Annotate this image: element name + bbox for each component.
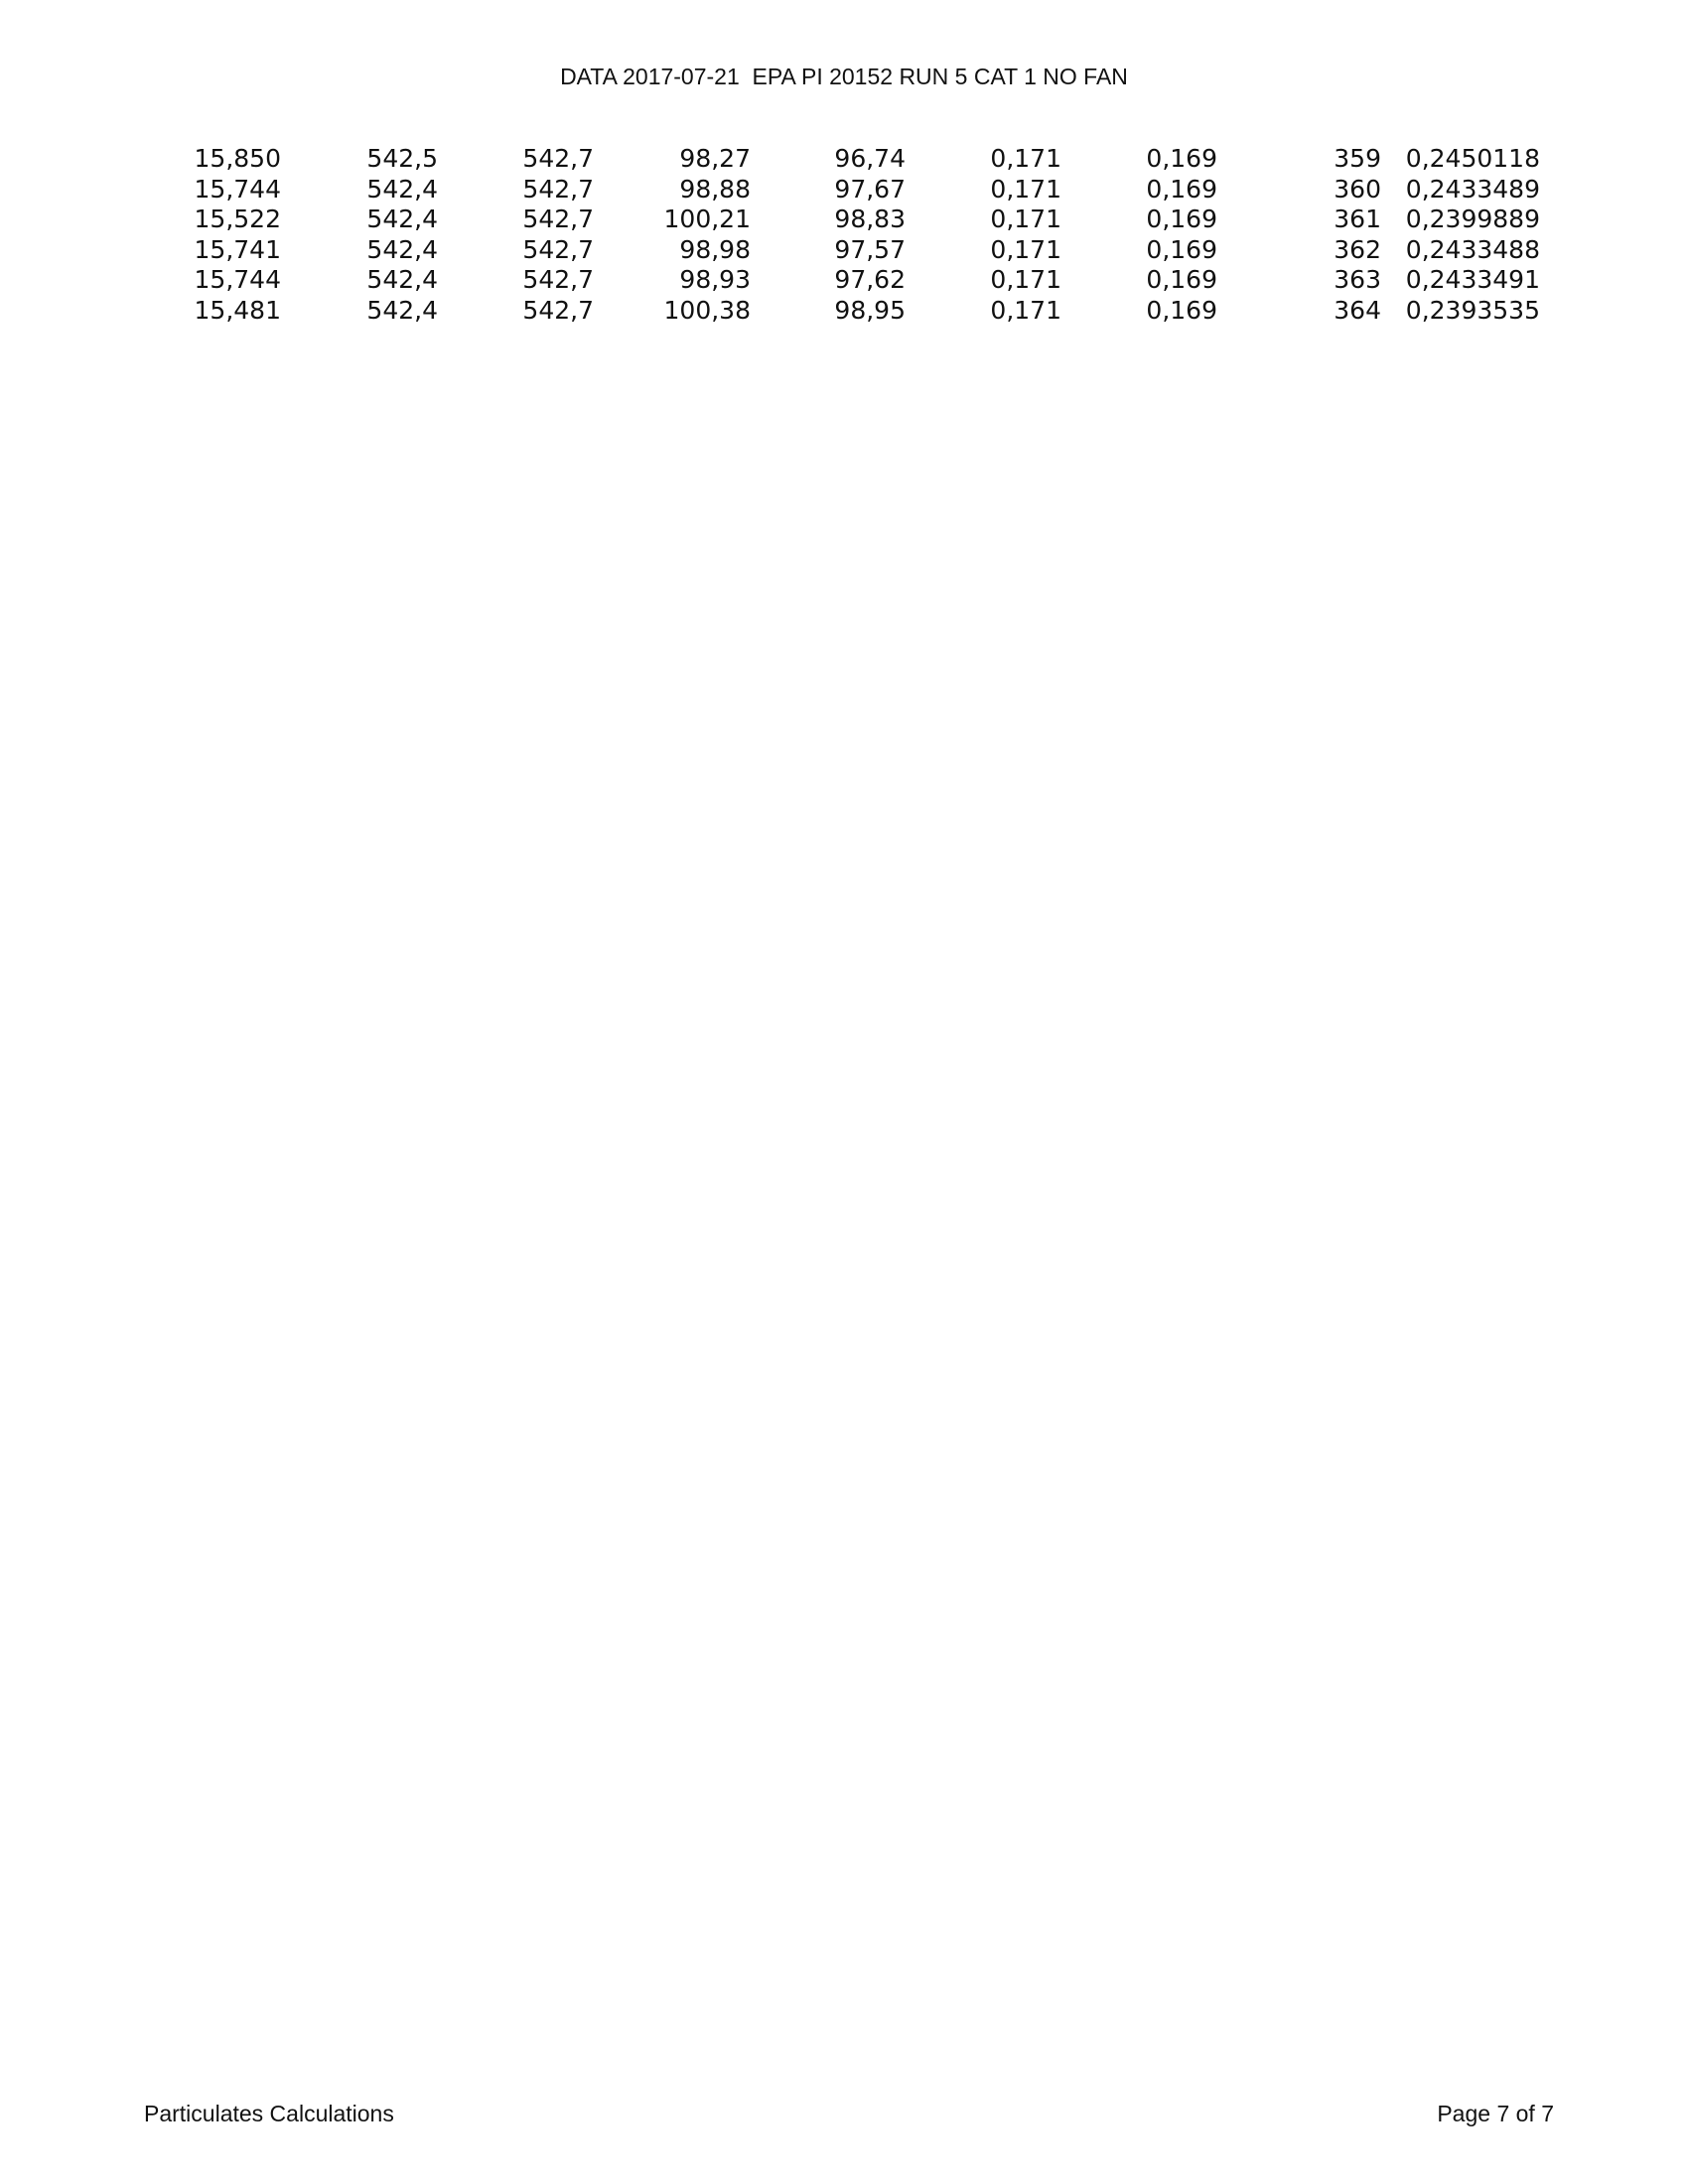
footer-page-number: Page 7 of 7 <box>1437 2101 1554 2126</box>
table-cell: 0,171 <box>990 295 1061 325</box>
table-cell: 359 <box>1334 144 1381 173</box>
table-cell: 0,171 <box>990 205 1061 234</box>
table-cell: 542,7 <box>522 234 594 264</box>
table-cell: 98,88 <box>679 174 751 204</box>
table-row <box>0 265 1688 296</box>
table-cell: 542,7 <box>522 295 594 325</box>
table-cell: 100,21 <box>663 205 751 234</box>
table-cell: 542,4 <box>366 234 438 264</box>
table-cell: 98,98 <box>679 234 751 264</box>
table-row <box>0 296 1688 327</box>
table-cell: 0,2450118 <box>1405 144 1540 173</box>
table-cell: 15,744 <box>194 265 281 295</box>
table-cell: 15,744 <box>194 174 281 204</box>
table-cell: 542,7 <box>522 174 594 204</box>
table-cell: 15,850 <box>194 144 281 173</box>
table-cell: 97,57 <box>834 234 906 264</box>
table-cell: 542,4 <box>366 174 438 204</box>
table-cell: 542,4 <box>366 205 438 234</box>
table-cell: 98,83 <box>834 205 906 234</box>
table-cell: 0,2433491 <box>1405 265 1540 295</box>
table-cell: 97,62 <box>834 265 906 295</box>
table-cell: 0,171 <box>990 265 1061 295</box>
table-cell: 361 <box>1334 205 1381 234</box>
table-cell: 0,2393535 <box>1405 295 1540 325</box>
table-cell: 98,93 <box>679 265 751 295</box>
table-cell: 0,171 <box>990 234 1061 264</box>
table-row <box>0 235 1688 266</box>
table-cell: 0,169 <box>1146 144 1217 173</box>
table-cell: 98,95 <box>834 295 906 325</box>
table-cell: 0,169 <box>1146 174 1217 204</box>
table-cell: 363 <box>1334 265 1381 295</box>
table-cell: 0,2433488 <box>1405 234 1540 264</box>
page-header-title: DATA 2017-07-21 EPA PI 20152 RUN 5 CAT 1 NO FAN <box>560 64 1128 89</box>
table-cell: 542,4 <box>366 265 438 295</box>
table-cell: 0,171 <box>990 144 1061 173</box>
table-cell: 542,7 <box>522 144 594 173</box>
table-cell: 364 <box>1334 295 1381 325</box>
table-cell: 362 <box>1334 234 1381 264</box>
table-cell: 100,38 <box>663 295 751 325</box>
data-table <box>0 144 1688 327</box>
table-cell: 15,481 <box>194 295 281 325</box>
table-cell: 0,169 <box>1146 295 1217 325</box>
table-cell: 0,169 <box>1146 265 1217 295</box>
table-cell: 0,2399889 <box>1405 205 1540 234</box>
table-cell: 15,522 <box>194 205 281 234</box>
table-cell: 98,27 <box>679 144 751 173</box>
table-cell: 0,169 <box>1146 205 1217 234</box>
table-cell: 97,67 <box>834 174 906 204</box>
table-cell: 0,171 <box>990 174 1061 204</box>
table-cell: 0,169 <box>1146 234 1217 264</box>
table-cell: 542,7 <box>522 205 594 234</box>
table-row <box>0 205 1688 235</box>
table-cell: 15,741 <box>194 234 281 264</box>
table-cell: 360 <box>1334 174 1381 204</box>
table-cell: 96,74 <box>834 144 906 173</box>
table-cell: 542,4 <box>366 295 438 325</box>
footer-document-title: Particulates Calculations <box>144 2101 394 2126</box>
table-cell: 0,2433489 <box>1405 174 1540 204</box>
table-cell: 542,7 <box>522 265 594 295</box>
table-cell: 542,5 <box>366 144 438 173</box>
table-row <box>0 144 1688 175</box>
table-row <box>0 175 1688 205</box>
